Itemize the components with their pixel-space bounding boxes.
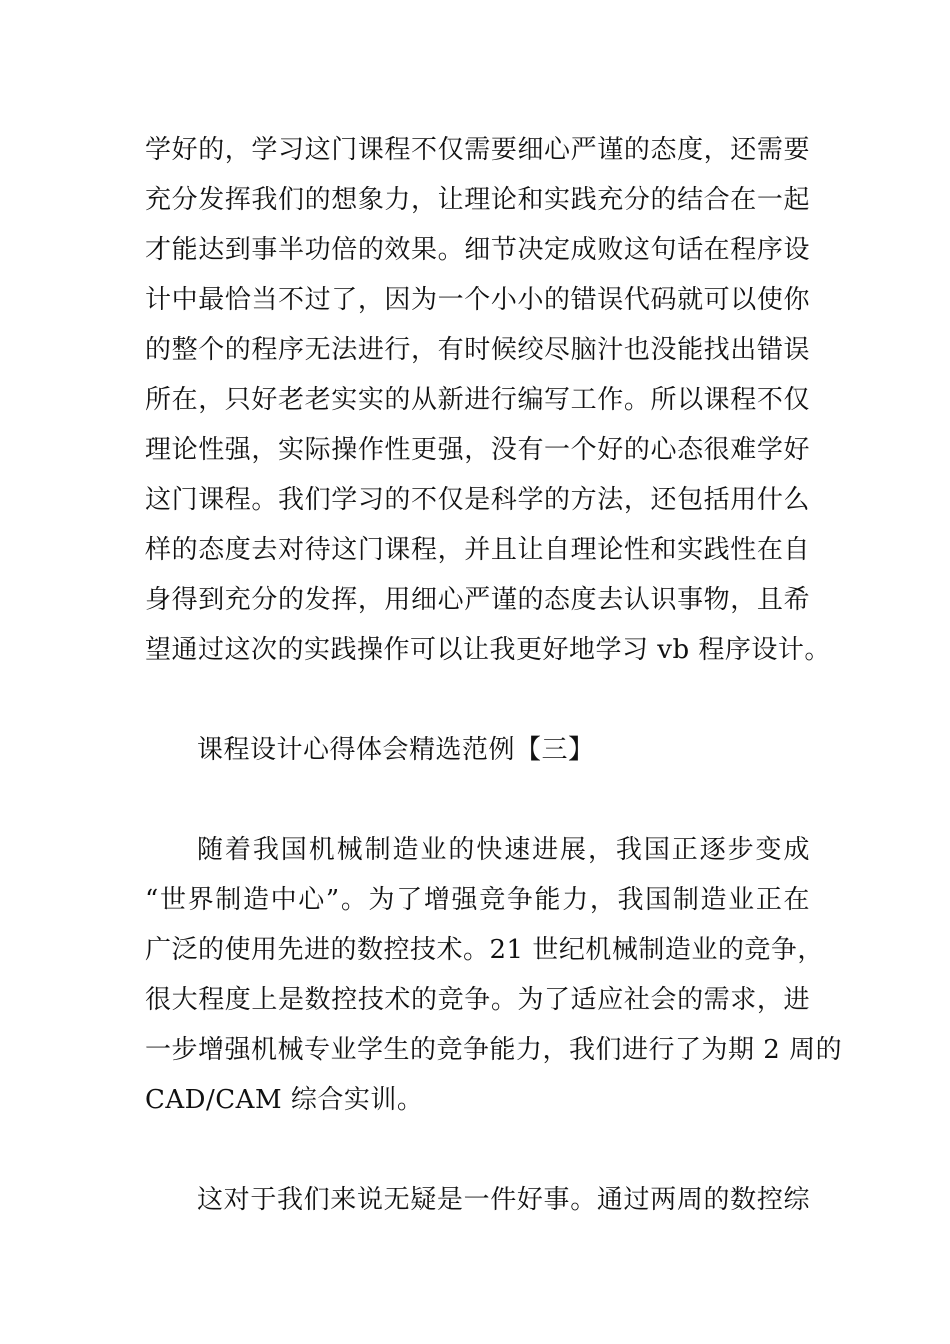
text-line: 广泛的使用先进的数控技术。21 世纪机械制造业的竞争，: [145, 935, 824, 965]
text-line: 很大程度上是数控技术的竞争。为了适应社会的需求，进: [145, 985, 810, 1015]
section-heading: 课程设计心得体会精选范例【三】: [197, 735, 595, 765]
text-line: CAD/CAM 综合实训。: [145, 1085, 424, 1115]
text-line: 计中最恰当不过了，因为一个小小的错误代码就可以使你: [145, 285, 810, 315]
text-line: 才能达到事半功倍的效果。细节决定成败这句话在程序设: [145, 235, 810, 265]
text-line: 理论性强，实际操作性更强，没有一个好的心态很难学好: [145, 435, 810, 465]
text-line: “世界制造中心”。为了增强竞争能力，我国制造业正在: [145, 885, 810, 915]
text-line: 望通过这次的实践操作可以让我更好地学习 vb 程序设计。: [145, 635, 831, 665]
text-line: 这门课程。我们学习的不仅是科学的方法，还包括用什么: [145, 485, 810, 515]
text-line: 一步增强机械专业学生的竞争能力，我们进行了为期 2 周的: [145, 1035, 843, 1065]
text-line: 这对于我们来说无疑是一件好事。通过两周的数控综: [197, 1185, 810, 1215]
text-line: 学好的，学习这门课程不仅需要细心严谨的态度，还需要: [145, 135, 810, 165]
text-line: 充分发挥我们的想象力，让理论和实践充分的结合在一起: [145, 185, 810, 215]
text-line: 所在，只好老老实实的从新进行编写工作。所以课程不仅: [145, 385, 810, 415]
text-line: 的整个的程序无法进行，有时候绞尽脑汁也没能找出错误: [145, 335, 810, 365]
text-line: 随着我国机械制造业的快速进展，我国正逐步变成: [197, 835, 810, 865]
text-line: 样的态度去对待这门课程，并且让自理论性和实践性在自: [145, 535, 810, 565]
text-line: 身得到充分的发挥，用细心严谨的态度去认识事物，且希: [145, 585, 810, 615]
